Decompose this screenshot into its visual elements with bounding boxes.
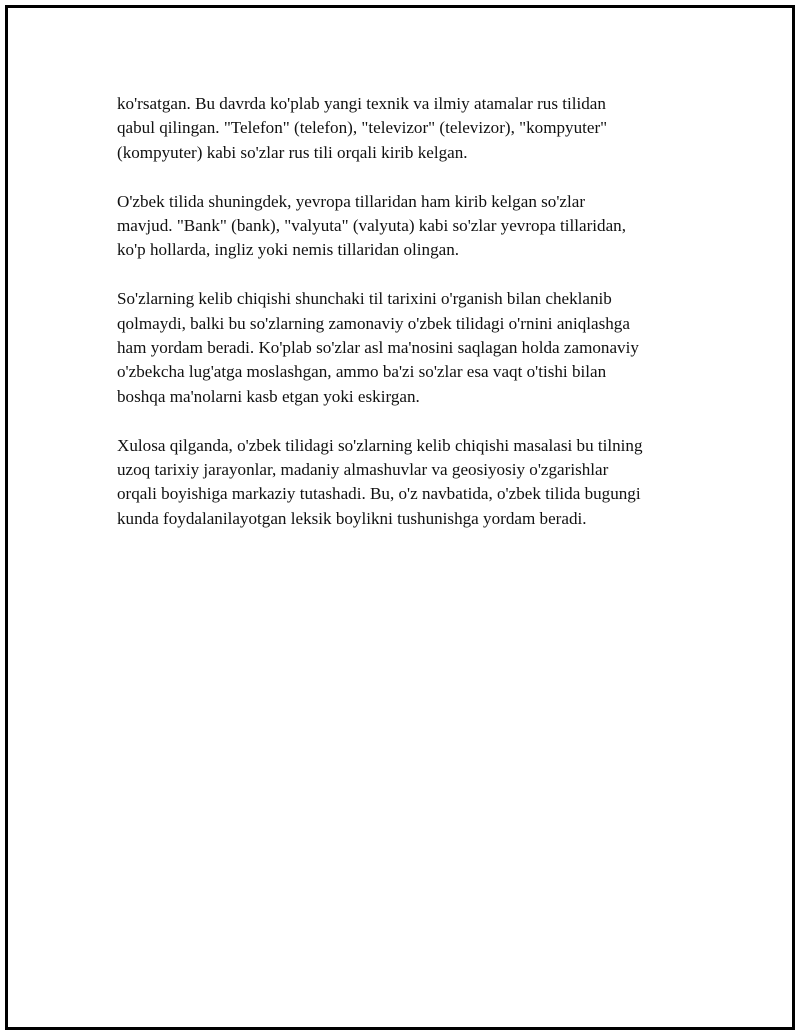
text-line: Xulosa qilganda, o'zbek tilidagi so'zlarning kelib chiqishi masalasi bu tilning bbox=[117, 435, 643, 455]
text-line: mavjud. "Bank" (bank), "valyuta" (valyuta) kabi so'zlar yevropa tillaridan, bbox=[117, 216, 626, 236]
text-line: ham yordam beradi. Ko'plab so'zlar asl ma'nosini saqlagan holda zamonaviy bbox=[117, 338, 639, 358]
text-line: orqali boyishiga markaziy tutashadi. Bu, o'z navbatida, o'zbek tilida bugungi bbox=[117, 484, 641, 504]
text-line: ko'p hollarda, ingliz yoki nemis tillaridan olingan. bbox=[117, 240, 460, 260]
text-line: ko'rsatgan. Bu davrda ko'plab yangi texnik va ilmiy atamalar rus tilidan bbox=[117, 94, 606, 113]
paragraph-4 bbox=[117, 434, 697, 532]
paragraph-2 bbox=[117, 190, 697, 263]
text-line: uzoq tarixiy jarayonlar, madaniy almashuvlar va geosiyosiy o'zgarishlar bbox=[117, 460, 609, 480]
paragraph-1 bbox=[117, 92, 697, 165]
text-line: So'zlarning kelib chiqishi shunchaki til tarixini o'rganish bilan cheklanib bbox=[117, 289, 612, 309]
text-line: boshqa ma'nolarni kasb etgan yoki eskirgan. bbox=[117, 386, 420, 406]
text-line: (kompyuter) kabi so'zlar rus tili orqali kirib kelgan. bbox=[117, 142, 468, 162]
paragraph-3 bbox=[117, 287, 697, 409]
document-body bbox=[117, 92, 697, 556]
text-line: qabul qilingan. "Telefon" (telefon), "televizor" (televizor), "kompyuter" bbox=[117, 118, 608, 138]
text-line: qolmaydi, balki bu so'zlarning zamonaviy o'zbek tilidagi o'rnini aniqlashga bbox=[117, 313, 630, 333]
text-line: O'zbek tilida shuningdek, yevropa tillaridan ham kirib kelgan so'zlar bbox=[117, 191, 586, 211]
text-line: o'zbekcha lug'atga moslashgan, ammo ba'zi so'zlar esa vaqt o'tishi bilan bbox=[117, 362, 607, 382]
text-line: kunda foydalanilayotgan leksik boylikni tushunishga yordam beradi. bbox=[117, 508, 587, 528]
